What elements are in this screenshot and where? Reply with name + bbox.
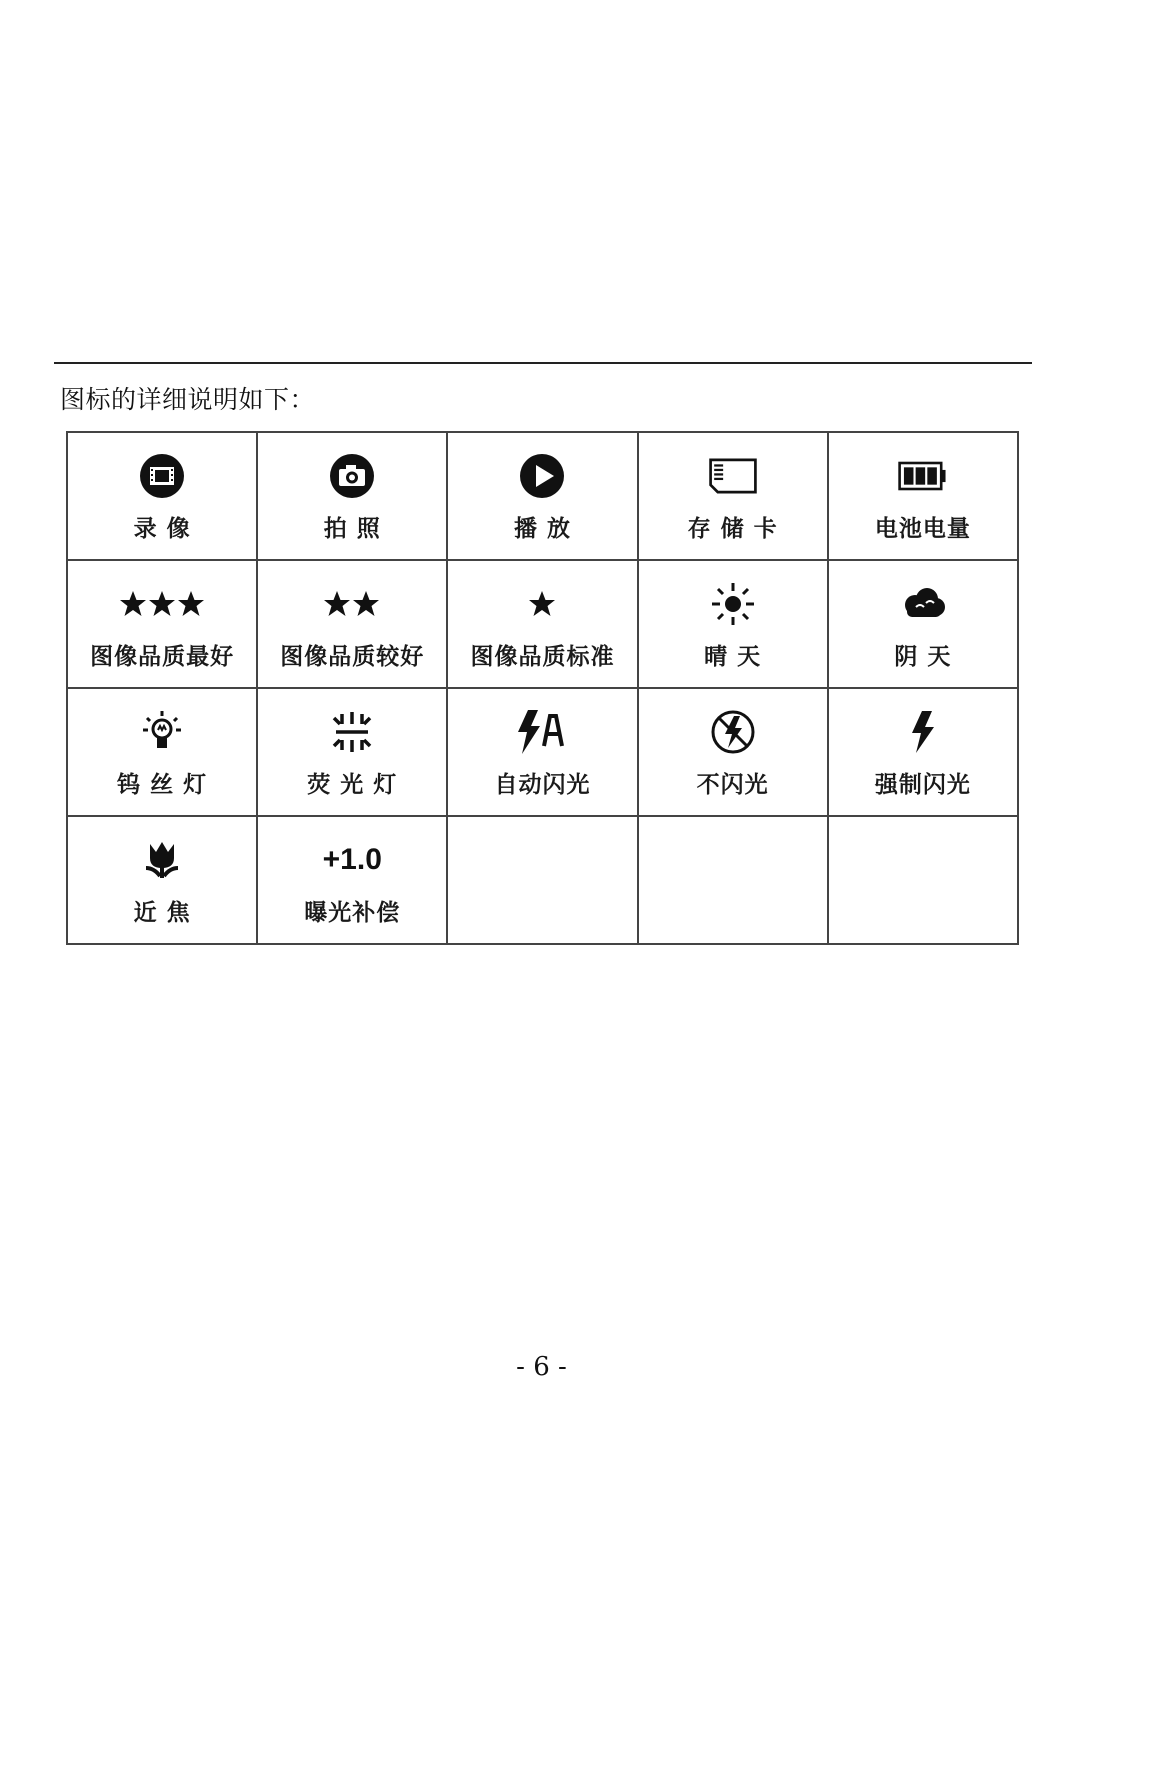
table-cell [447,560,637,688]
table-cell [67,688,257,816]
table-row [67,688,1018,816]
header-rule [54,362,1032,364]
play-icon [516,450,568,502]
icon-label: 自动闪光 [494,771,591,798]
battery-icon [897,450,949,502]
flash-off-icon [707,706,759,758]
video-icon [136,450,188,502]
table-cell [67,560,257,688]
table-cell [638,432,828,560]
exposure-value-text: +1.0 [322,842,382,876]
icon-label: 播 放 [513,515,571,542]
empty-cell [447,816,637,944]
intro-text: 图标的详细说明如下： [60,385,316,414]
page-number: - 6 - [516,1352,567,1382]
table-cell [447,432,637,560]
empty-cell [828,816,1018,944]
icon-label: 存 储 卡 [687,515,778,542]
cloud-icon [897,578,949,630]
table-row [67,816,1018,944]
icon-label: 电池电量 [874,515,971,542]
table-row [67,560,1018,688]
table-cell [257,560,447,688]
sun-icon [707,578,759,630]
table-cell [257,432,447,560]
flash-auto-icon [512,706,572,758]
table-cell [447,688,637,816]
fluorescent-icon [326,706,378,758]
table-cell [257,816,447,944]
table-cell [828,432,1018,560]
table-cell [828,688,1018,816]
table-cell [638,560,828,688]
icon-label: 强制闪光 [874,771,971,798]
icon-label: 曝光补偿 [304,899,401,926]
icon-label: 阴 天 [894,643,952,670]
camera-icon [326,450,378,502]
empty-cell [638,816,828,944]
sd-card-icon [707,450,759,502]
table-cell [257,688,447,816]
icon-label: 录 像 [133,515,191,542]
one-star-icon [516,578,568,630]
icon-label: 图像品质较好 [280,643,425,670]
icon-label: 图像品质标准 [470,643,615,670]
tungsten-bulb-icon [136,706,188,758]
table-cell [67,816,257,944]
table-row [67,432,1018,560]
icon-label: 晴 天 [704,643,762,670]
icon-label: 荧 光 灯 [307,771,398,798]
macro-tulip-icon [136,834,188,886]
three-stars-icon [117,578,207,630]
icon-label: 钨 丝 灯 [117,771,208,798]
icon-label: 近 焦 [133,899,191,926]
table-cell [67,432,257,560]
table-cell [828,560,1018,688]
icon-label: 不闪光 [696,771,769,798]
icon-legend-table [66,431,1019,945]
exposure-compensation-icon [307,834,397,886]
table-cell [638,688,828,816]
icon-label: 图像品质最好 [90,643,235,670]
two-stars-icon [322,578,382,630]
icon-label: 拍 照 [323,515,381,542]
flash-forced-icon [897,706,949,758]
